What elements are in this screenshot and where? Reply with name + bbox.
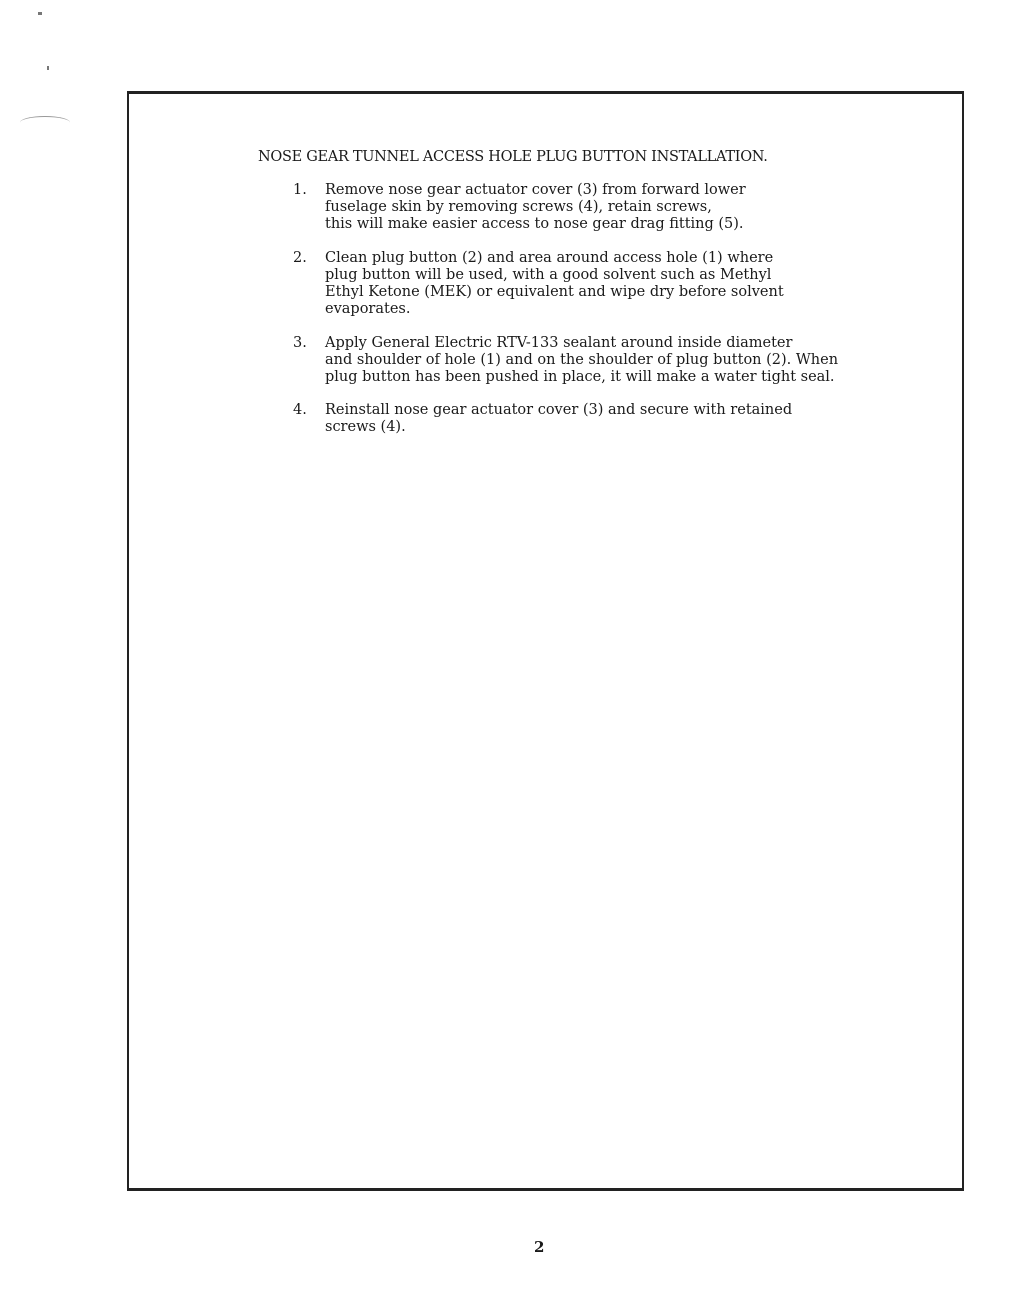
step-line: fuselage skin by removing screws (4), retain screws, <box>325 199 712 215</box>
step-line: Remove nose gear actuator cover (3) from forward lower <box>325 182 746 198</box>
step-line: Ethyl Ketone (MEK) or equivalent and wipe dry before solvent <box>325 284 784 300</box>
step-number: 2. <box>293 250 307 266</box>
step-line: plug button will be used, with a good solvent such as Methyl <box>325 267 772 283</box>
scan-speck <box>38 12 42 15</box>
section-title: NOSE GEAR TUNNEL ACCESS HOLE PLUG BUTTON INSTALLATION. <box>258 149 768 165</box>
step-line: Clean plug button (2) and area around access hole (1) where <box>325 250 774 266</box>
step-number: 1. <box>293 182 307 198</box>
step-number: 4. <box>293 402 307 418</box>
step-number: 3. <box>293 335 307 351</box>
step-line: screws (4). <box>325 419 406 435</box>
step-line: and shoulder of hole (1) and on the shoulder of plug button (2). When <box>325 352 839 368</box>
step-line: this will make easier access to nose gear drag fitting (5). <box>325 216 744 232</box>
scan-speck <box>47 66 49 70</box>
step-line: plug button has been pushed in place, it will make a water tight seal. <box>325 369 835 385</box>
step-line: Reinstall nose gear actuator cover (3) and secure with retained <box>325 402 793 418</box>
scan-mark <box>20 116 70 129</box>
step-line: evaporates. <box>325 301 411 317</box>
page-number: 2 <box>534 1238 545 1256</box>
step-line: Apply General Electric RTV-133 sealant around inside diameter <box>325 335 793 351</box>
